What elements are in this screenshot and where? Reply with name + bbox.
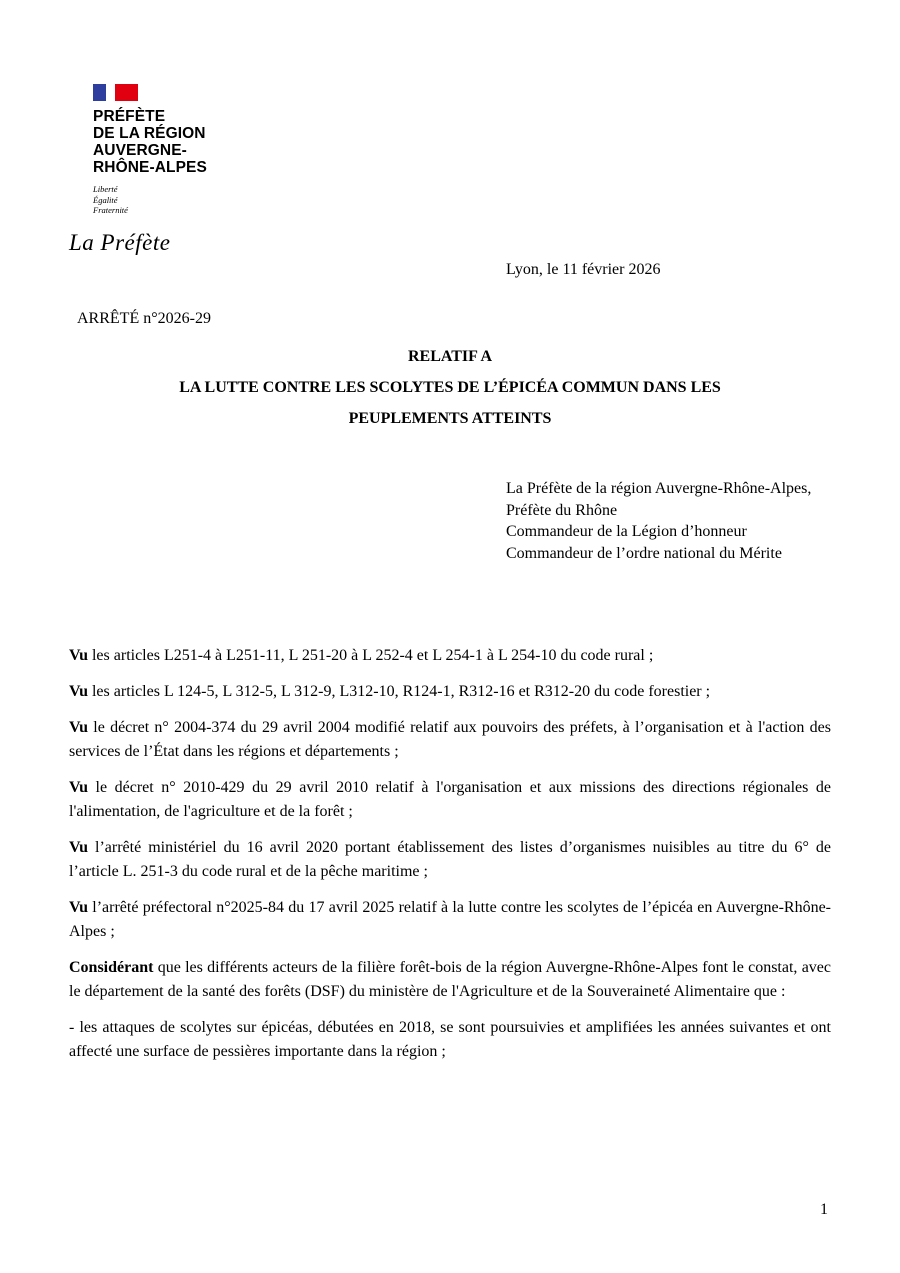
org-name xyxy=(93,108,253,176)
motto-line: Liberté xyxy=(93,184,118,194)
document-body xyxy=(69,644,831,1076)
paragraph-text: l’arrêté ministériel du 16 avril 2020 portant établissement des listes d’organismes nuisibles au titre du 6° de l’article L. 251-3 du code rural et de la pêche maritime ; xyxy=(69,839,831,880)
paragraph-lead: Vu xyxy=(69,683,88,700)
paragraph xyxy=(69,680,831,704)
flag-white-stripe xyxy=(106,84,115,101)
paragraph-text: les articles L251-4 à L251-11, L 251-20 à L 252-4 et L 254-1 à L 254-10 du code rural ; xyxy=(87,647,654,664)
paragraph-text: - les attaques de scolytes sur épicéas, débutées en 2018, se sont poursuivies et amplifiées les années suivantes et ont affecté une surface de pessières importante dans la région ; xyxy=(69,1019,831,1060)
prefecture-logo xyxy=(93,84,253,216)
paragraph xyxy=(69,896,831,944)
paragraph-text: les articles L 124-5, L 312-5, L 312-9, L312-10, R124-1, R312-16 et R312-20 du code forestier ; xyxy=(87,683,711,700)
paragraph-text: le décret n° 2004-374 du 29 avril 2004 modifié relatif aux pouvoirs des préfets, à l’organisation et à l'action des services de l’État dans les régions et départements ; xyxy=(69,719,831,760)
motto-line: Fraternité xyxy=(93,205,128,215)
paragraph-lead: Vu xyxy=(69,719,88,736)
paragraph-lead: Vu xyxy=(69,647,88,664)
authority-line: Préfète du Rhône xyxy=(506,501,618,519)
page-number: 1 xyxy=(820,1201,828,1218)
paragraph-lead: Vu xyxy=(69,839,88,856)
motto-line: Égalité xyxy=(93,194,118,205)
paragraph xyxy=(69,776,831,824)
org-name-line: DE LA RÉGION xyxy=(93,125,206,142)
authority-line: Commandeur de la Légion d’honneur xyxy=(506,523,747,540)
place-date: Lyon, le 11 février 2026 xyxy=(506,261,661,278)
french-flag-icon xyxy=(93,84,138,101)
title-line: PEUPLEMENTS ATTEINTS xyxy=(348,410,552,427)
flag-blue-stripe xyxy=(93,84,106,101)
paragraph-text: le décret n° 2010-429 du 29 avril 2010 relatif à l'organisation et aux missions des directions régionales de l'alimentation, de l'agriculture et de la forêt ; xyxy=(69,779,831,820)
title-line: RELATIF A xyxy=(407,348,492,365)
title-line: LA LUTTE CONTRE LES SCOLYTES DE L’ÉPICÉA COMMUN DANS LES xyxy=(179,379,721,396)
paragraph-lead: Vu xyxy=(69,779,88,796)
signature-title: La Préfète xyxy=(69,230,171,255)
arrete-number: ARRÊTÉ n°2026-29 xyxy=(77,310,211,327)
authority-block xyxy=(506,478,836,564)
paragraph xyxy=(69,644,831,668)
paragraph xyxy=(69,716,831,764)
paragraph-text: que les différents acteurs de la filière forêt-bois de la région Auvergne-Rhône-Alpes font le constat, avec le département de la santé des forêts (DSF) du ministère de l'Agriculture et de la Souveraineté Alimentaire que : xyxy=(69,959,831,1000)
paragraph-text: l’arrêté préfectoral n°2025-84 du 17 avril 2025 relatif à la lutte contre les scolytes de l’épicéa en Auvergne-Rhône-Alpes ; xyxy=(69,899,831,940)
paragraph xyxy=(69,836,831,884)
paragraph-lead: Considérant xyxy=(69,959,154,976)
org-name-line: RHÔNE-ALPES xyxy=(93,159,207,176)
paragraph xyxy=(69,956,831,1004)
authority-line: La Préfète de la région Auvergne-Rhône-Alpes, xyxy=(506,480,812,497)
authority-line: Commandeur de l’ordre national du Mérite xyxy=(506,544,782,562)
org-name-line: AUVERGNE- xyxy=(93,142,187,159)
org-name-line: PRÉFÈTE xyxy=(93,108,166,125)
paragraph-lead: Vu xyxy=(69,899,88,916)
flag-red-stripe xyxy=(115,84,138,101)
paragraph xyxy=(69,1016,831,1064)
document-title xyxy=(69,341,831,434)
republic-motto xyxy=(93,184,253,216)
